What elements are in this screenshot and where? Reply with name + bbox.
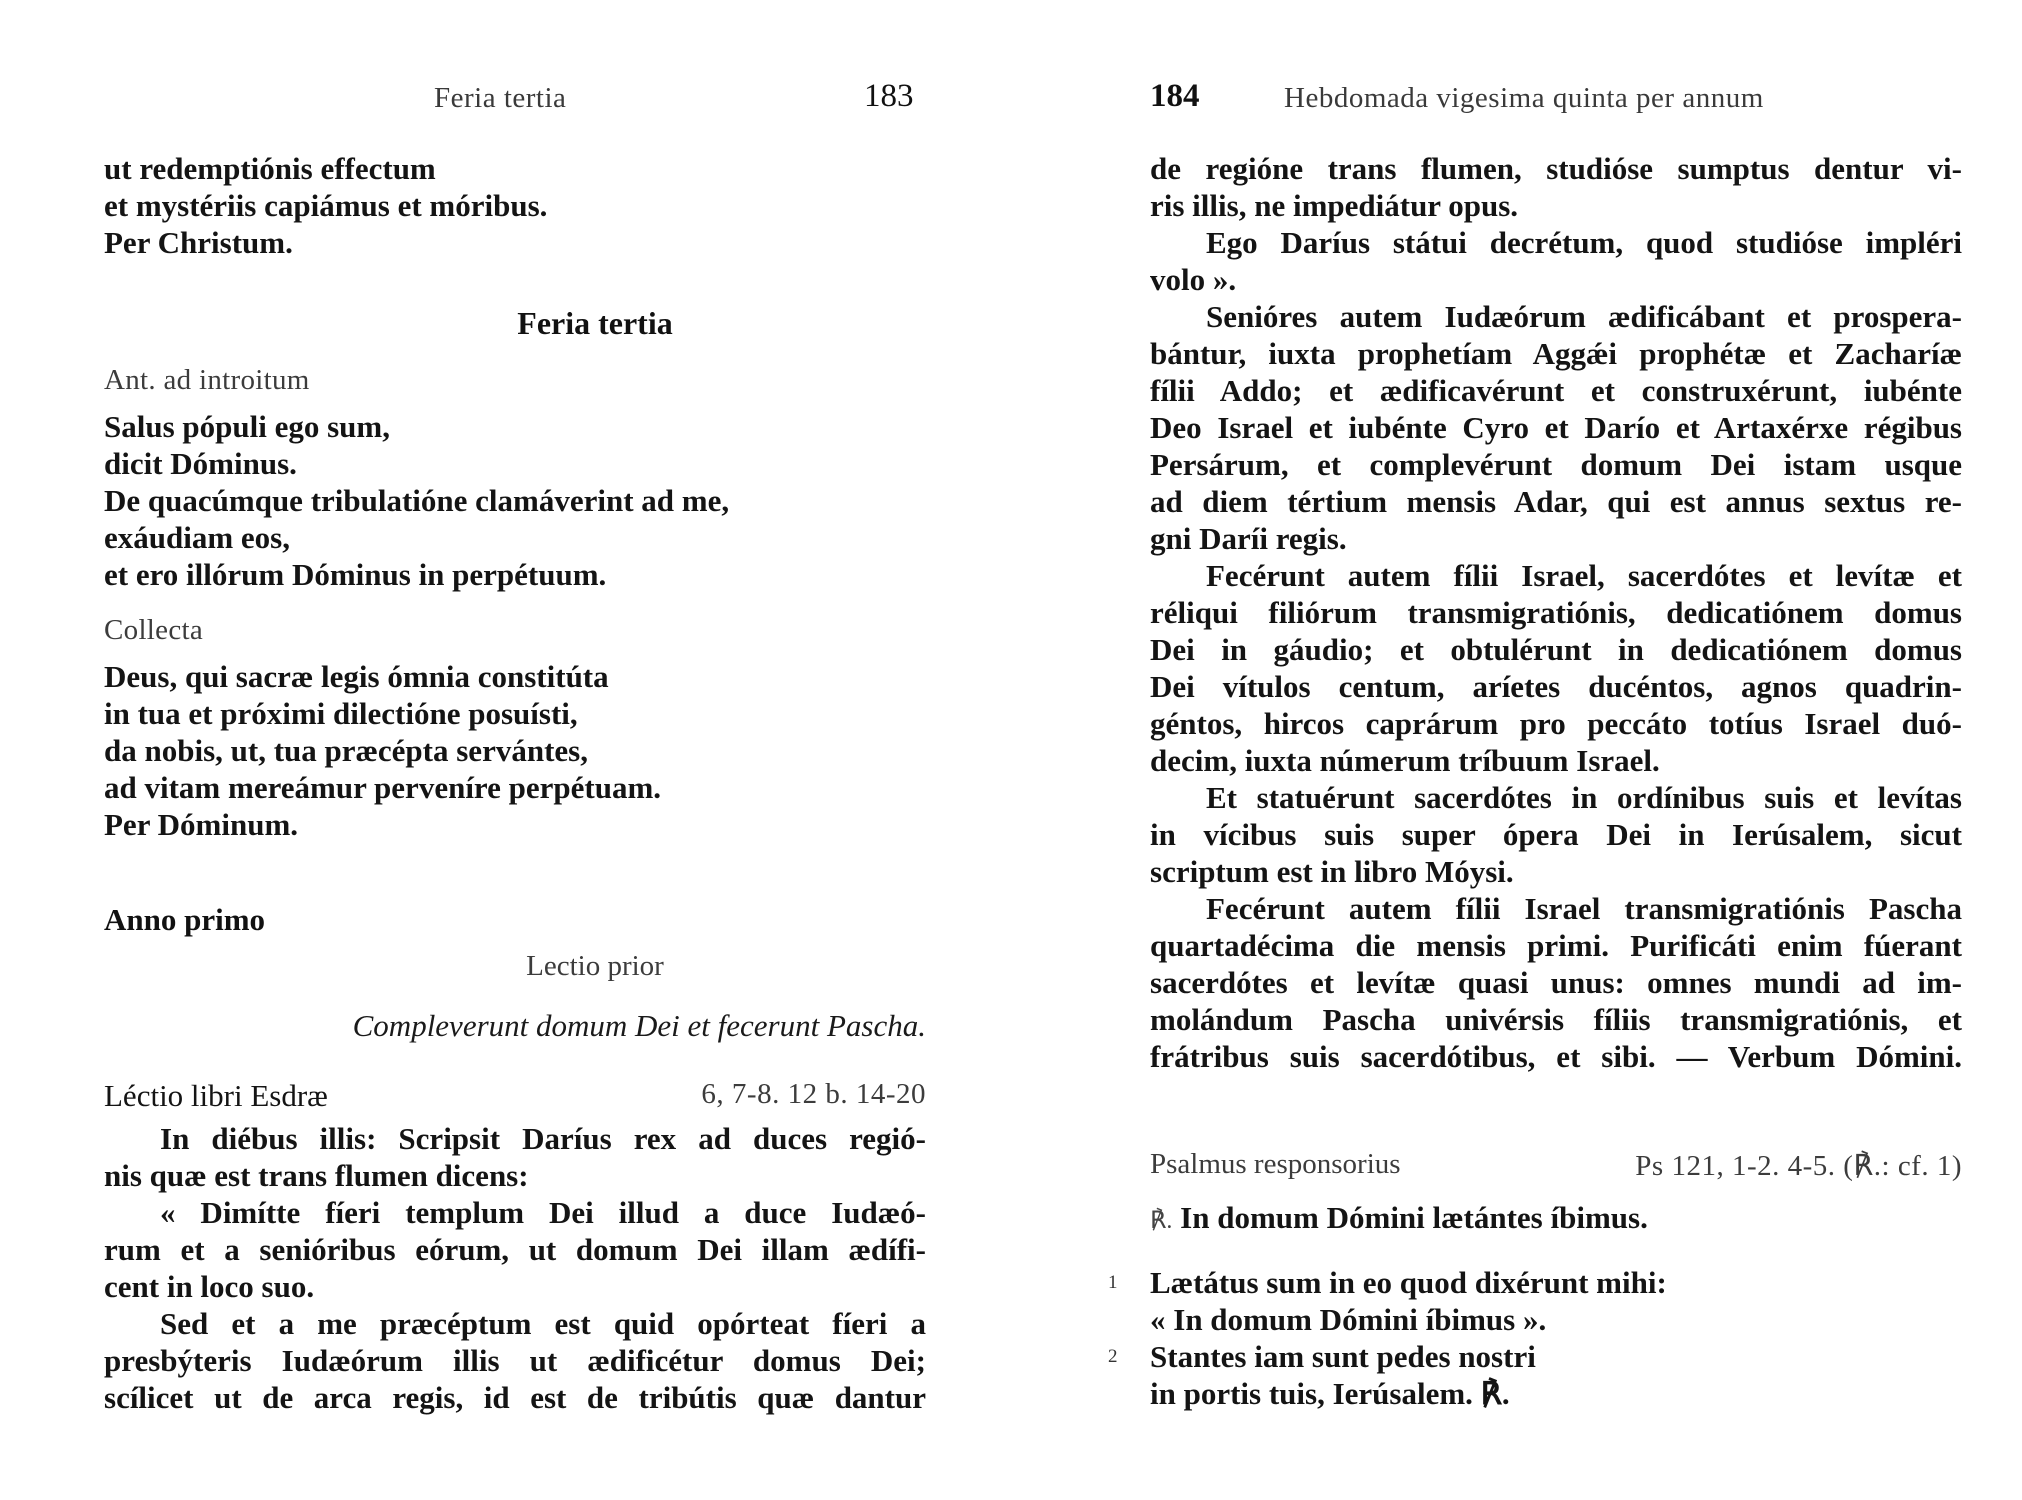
reading-title: Léctio libri Esdræ [104,1078,328,1113]
reading-line: presbýteris Iudæórum illis ut ædificétur domus Dei; [104,1343,926,1378]
psalm-verse-line [1150,1375,1667,1412]
section-title: Feria tertia [517,305,673,341]
psalm-verse-line [1108,1338,1667,1375]
reading-line: Senióres autem Iudæórum ædificábant et prospera- [1206,299,1962,334]
reading-title-row [104,1078,926,1114]
verse-text: Stantes iam sunt pedes nostri [1150,1339,1536,1374]
introit-antiphon [104,408,926,593]
reading-line: bántur, iuxta prophetíam Aggǽi prophétæ et Zacharíæ [1150,336,1962,371]
reading-line: Sed et a me præcéptum est quid opórteat fíeri a [160,1306,926,1341]
reading-line: réliqui filiórum transmigratiónis, dedicatiónem domus [1150,595,1962,630]
reading-line: « Dimítte fíeri templum Dei illud a duce Iudæó- [160,1195,926,1230]
reading-line: ris illis, ne impediátur opus. [1150,188,1519,223]
page-number-left: 183 [864,78,914,114]
reading-line: frátribus suis sacerdótibus, et sibi. — Verbum Dómini. [1150,1039,1962,1074]
reading-line: Dei in gáudio; et obtulérunt in dedicatiónem domus [1150,632,1962,667]
reading-line: gni Daríi regis. [1150,521,1347,556]
reading-line: volo ». [1150,262,1237,297]
reading-line: decim, iuxta númerum tríbuum Israel. [1150,743,1660,778]
reading-line: cent in loco suo. [104,1269,315,1304]
antiphon-line: De quacúmque tribulatióne clamáverint ad me, [104,483,730,518]
prayer-line: Per Christum. [104,225,293,260]
psalm-verses [1108,1264,1667,1412]
reading-theme: Compleverunt domum Dei et fecerunt Pascha. [352,1008,926,1043]
reading-line: in vícibus suis super ópera Dei in Ierúsalem, sicut [1150,817,1962,852]
running-head-right: Hebdomada vigesima quinta per annum [1284,82,1764,114]
psalm-verse-line [1150,1301,1667,1338]
reading-line: Fecérunt autem fílii Israel, sacerdótes et levítæ et [1206,558,1962,593]
collect-prayer [104,658,926,843]
collect-line: Per Dóminum. [104,807,299,842]
reading-line: In diébus illis: Scripsit Daríus rex ad duces regió- [160,1121,926,1156]
reading-line: sacerdótes et levítæ quasi unus: omnes mundi ad im- [1150,965,1962,1000]
reading-line: Dei vítulos centum, aríetes ducéntos, agnos quadrin- [1150,669,1962,704]
verse-text: Lætátus sum in eo quod dixérunt mihi: [1150,1265,1667,1300]
opening-prayer-end [104,150,926,261]
reading-line: géntos, hircos caprárum pro peccáto totíus Israel duó- [1150,706,1962,741]
reading-text-right [1150,150,1962,1075]
reading-label: Lectio prior [526,950,664,982]
introit-label: Ant. ad introitum [104,364,310,396]
reading-reference: 6, 7-8. 12 b. 14-20 [701,1078,926,1110]
prayer-line: et mystériis capiámus et móribus. [104,188,548,223]
psalm-heading-row [1150,1148,1962,1181]
verse-text: in portis tuis, Ierúsalem. ℟. [1150,1376,1510,1411]
collect-line: ad vitam mereámur perveníre perpétuam. [104,770,662,805]
verse-number: 1 [1108,1272,1118,1293]
reading-line: rum et a senióribus eórum, ut domum Dei illam ædífi- [104,1232,926,1267]
psalm-response [1150,1200,1648,1236]
left-page [104,0,926,1500]
antiphon-line: et ero illórum Dóminus in perpétuum. [104,557,607,592]
antiphon-line: dicit Dóminus. [104,446,297,481]
reading-line: Persárum, et complevérunt domum Dei istam usque [1150,447,1962,482]
collect-line: da nobis, ut, tua præcépta servántes, [104,733,588,768]
collect-line: Deus, qui sacræ legis ómnia constitúta [104,659,609,694]
response-symbol: ℟. [1150,1208,1173,1234]
reading-line: molándum Pascha univérsis fíliis transmigratiónis, et [1150,1002,1962,1037]
psalm-label: Psalmus responsorius [1150,1148,1401,1180]
psalm-reference: Ps 121, 1-2. 4-5. (℟.: cf. 1) [1635,1150,1962,1182]
verse-text: « In domum Dómini íbimus ». [1150,1302,1547,1337]
reading-line: quartadécima die mensis primi. Purificáti enim fúerant [1150,928,1962,963]
reading-line: scriptum est in libro Móysi. [1150,854,1514,889]
reading-line: nis quæ est trans flumen dicens: [104,1158,529,1193]
right-page [1108,0,1962,1500]
reading-text-left [104,1120,926,1416]
verse-number: 2 [1108,1346,1118,1367]
collect-label: Collecta [104,614,204,646]
prayer-line: ut redemptiónis effectum [104,151,436,186]
running-head-left: Feria tertia [434,82,567,114]
psalm-verse-line [1108,1264,1667,1301]
reading-line: Ego Daríus státui decrétum, quod studióse impléri [1206,225,1962,260]
year-heading: Anno primo [104,902,266,937]
reading-line: ad diem tértium mensis Adar, qui est annus sextus re- [1150,484,1962,519]
reading-line: de regióne trans flumen, studióse sumptus dentur vi- [1150,151,1962,186]
reading-line: Fecérunt autem fílii Israel transmigratiónis Pascha [1206,891,1962,926]
reading-line: Et statuérunt sacerdótes in ordínibus suis et levítas [1206,780,1962,815]
reading-line: fílii Addo; et ædificavérunt et construxérunt, iubénte [1150,373,1962,408]
page-number-right: 184 [1150,78,1200,114]
collect-line: in tua et próximi dilectióne posuísti, [104,696,578,731]
antiphon-line: Salus pópuli ego sum, [104,409,390,444]
reading-line: Deo Israel et iubénte Cyro et Darío et Artaxérxe régibus [1150,410,1962,445]
reading-line: scílicet ut de arca regis, id est de tribútis quæ dantur [104,1380,926,1415]
response-text: In domum Dómini lætántes íbimus. [1180,1200,1648,1235]
antiphon-line: exáudiam eos, [104,520,290,555]
